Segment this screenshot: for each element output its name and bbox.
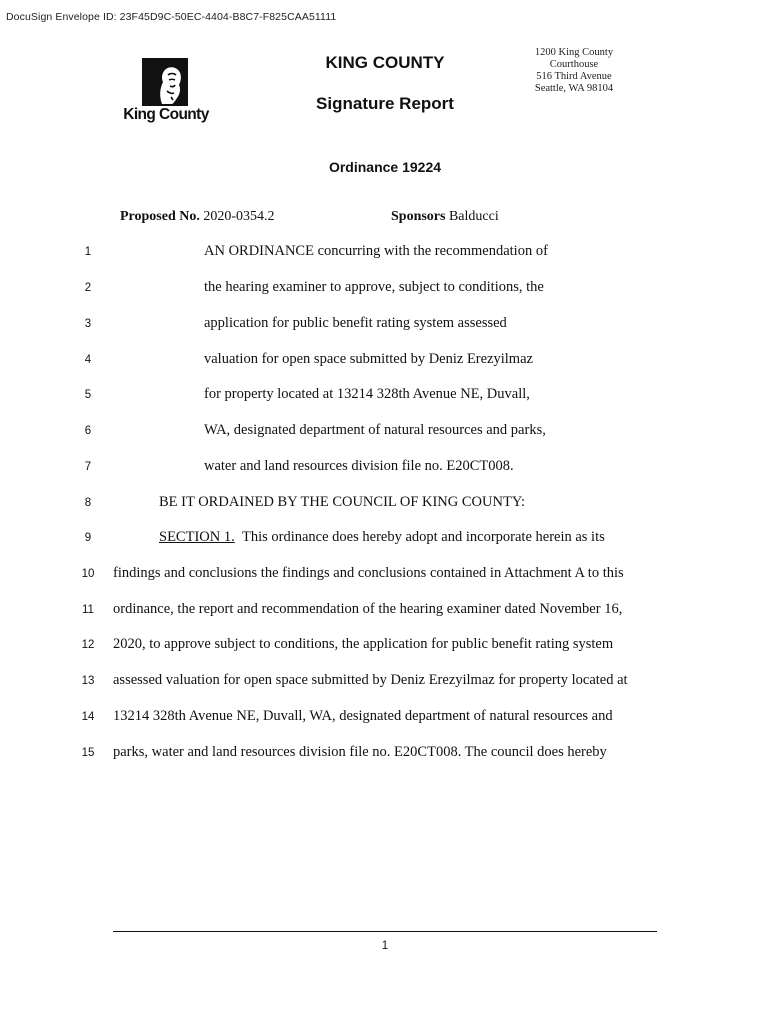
ordinance-line: valuation for open space submitted by Deniz Erezyilmaz: [204, 351, 533, 367]
address-line-2: 516 Third Avenue: [536, 71, 612, 82]
line-number: 4: [84, 354, 92, 366]
king-county-logo: [118, 58, 214, 128]
line-number: 6: [84, 425, 92, 437]
line-number: 15: [81, 747, 95, 759]
line-number: 12: [81, 639, 95, 651]
footer-rule: [113, 931, 657, 932]
section-text: This ordinance does hereby adopt and incorporate herein as its: [241, 529, 605, 545]
line-number: 10: [81, 568, 95, 580]
proposed-value: 2020-0354.2: [203, 209, 275, 224]
ordinance-line: ordinance, the report and recommendation of the hearing examiner dated November 16,: [113, 601, 623, 617]
king-county-logo-icon: [142, 58, 188, 106]
line-number: 5: [84, 389, 92, 401]
ordinance-line: for property located at 13214 328th Avenue NE, Duvall,: [204, 386, 530, 402]
section-1-line: [159, 528, 605, 546]
king-county-logo-text: King County: [123, 106, 209, 123]
line-number: 3: [84, 318, 92, 330]
ordinance-line: AN ORDINANCE concurring with the recommendation of: [204, 243, 548, 259]
report-title: Signature Report: [316, 94, 454, 113]
ordinance-line: WA, designated department of natural resources and parks,: [204, 422, 546, 438]
line-number: 11: [82, 604, 94, 616]
line-number: 2: [84, 282, 92, 294]
ordinance-line: 2020, to approve subject to conditions, the application for public benefit rating system: [113, 636, 614, 652]
sponsors-value: Balducci: [448, 209, 499, 224]
line-number: 13: [81, 675, 95, 687]
proposed-label: Proposed No.: [120, 209, 200, 224]
ordinance-line: application for public benefit rating system assessed: [204, 315, 507, 331]
line-number: 1: [84, 246, 92, 258]
courthouse-address: [510, 47, 638, 95]
county-heading: KING COUNTY: [325, 53, 445, 72]
line-number: 9: [84, 532, 92, 544]
ordinance-line: assessed valuation for open space submitted by Deniz Erezyilmaz for property located at: [113, 672, 628, 688]
section-heading: SECTION 1.: [159, 529, 235, 545]
sponsors-label: Sponsors: [391, 209, 446, 224]
ordinance-line: 13214 328th Avenue NE, Duvall, WA, designated department of natural resources and: [113, 708, 613, 724]
ordinance-line: water and land resources division file no. E20CT008.: [204, 458, 514, 474]
address-line-3: Seattle, WA 98104: [534, 83, 614, 94]
line-number: 7: [84, 461, 92, 473]
ordinance-line: findings and conclusions the findings and conclusions contained in Attachment A to this: [113, 565, 624, 581]
page-number: 1: [381, 940, 389, 952]
address-line-1: 1200 King County Courthouse: [534, 47, 614, 70]
ordinance-number: Ordinance 19224: [328, 159, 442, 175]
proposed-number: [120, 209, 275, 225]
docusign-envelope-id: DocuSign Envelope ID: 23F45D9C-50EC-4404-B8C7-F825CAA51111: [6, 11, 337, 23]
line-number: 8: [84, 497, 92, 509]
ordinance-line: the hearing examiner to approve, subject to conditions, the: [204, 279, 544, 295]
ordinance-line: parks, water and land resources division file no. E20CT008. The council does hereby: [113, 744, 607, 760]
line-number: 14: [81, 711, 95, 723]
enacting-clause: BE IT ORDAINED BY THE COUNCIL OF KING COUNTY:: [159, 494, 525, 510]
sponsors: [391, 209, 499, 225]
